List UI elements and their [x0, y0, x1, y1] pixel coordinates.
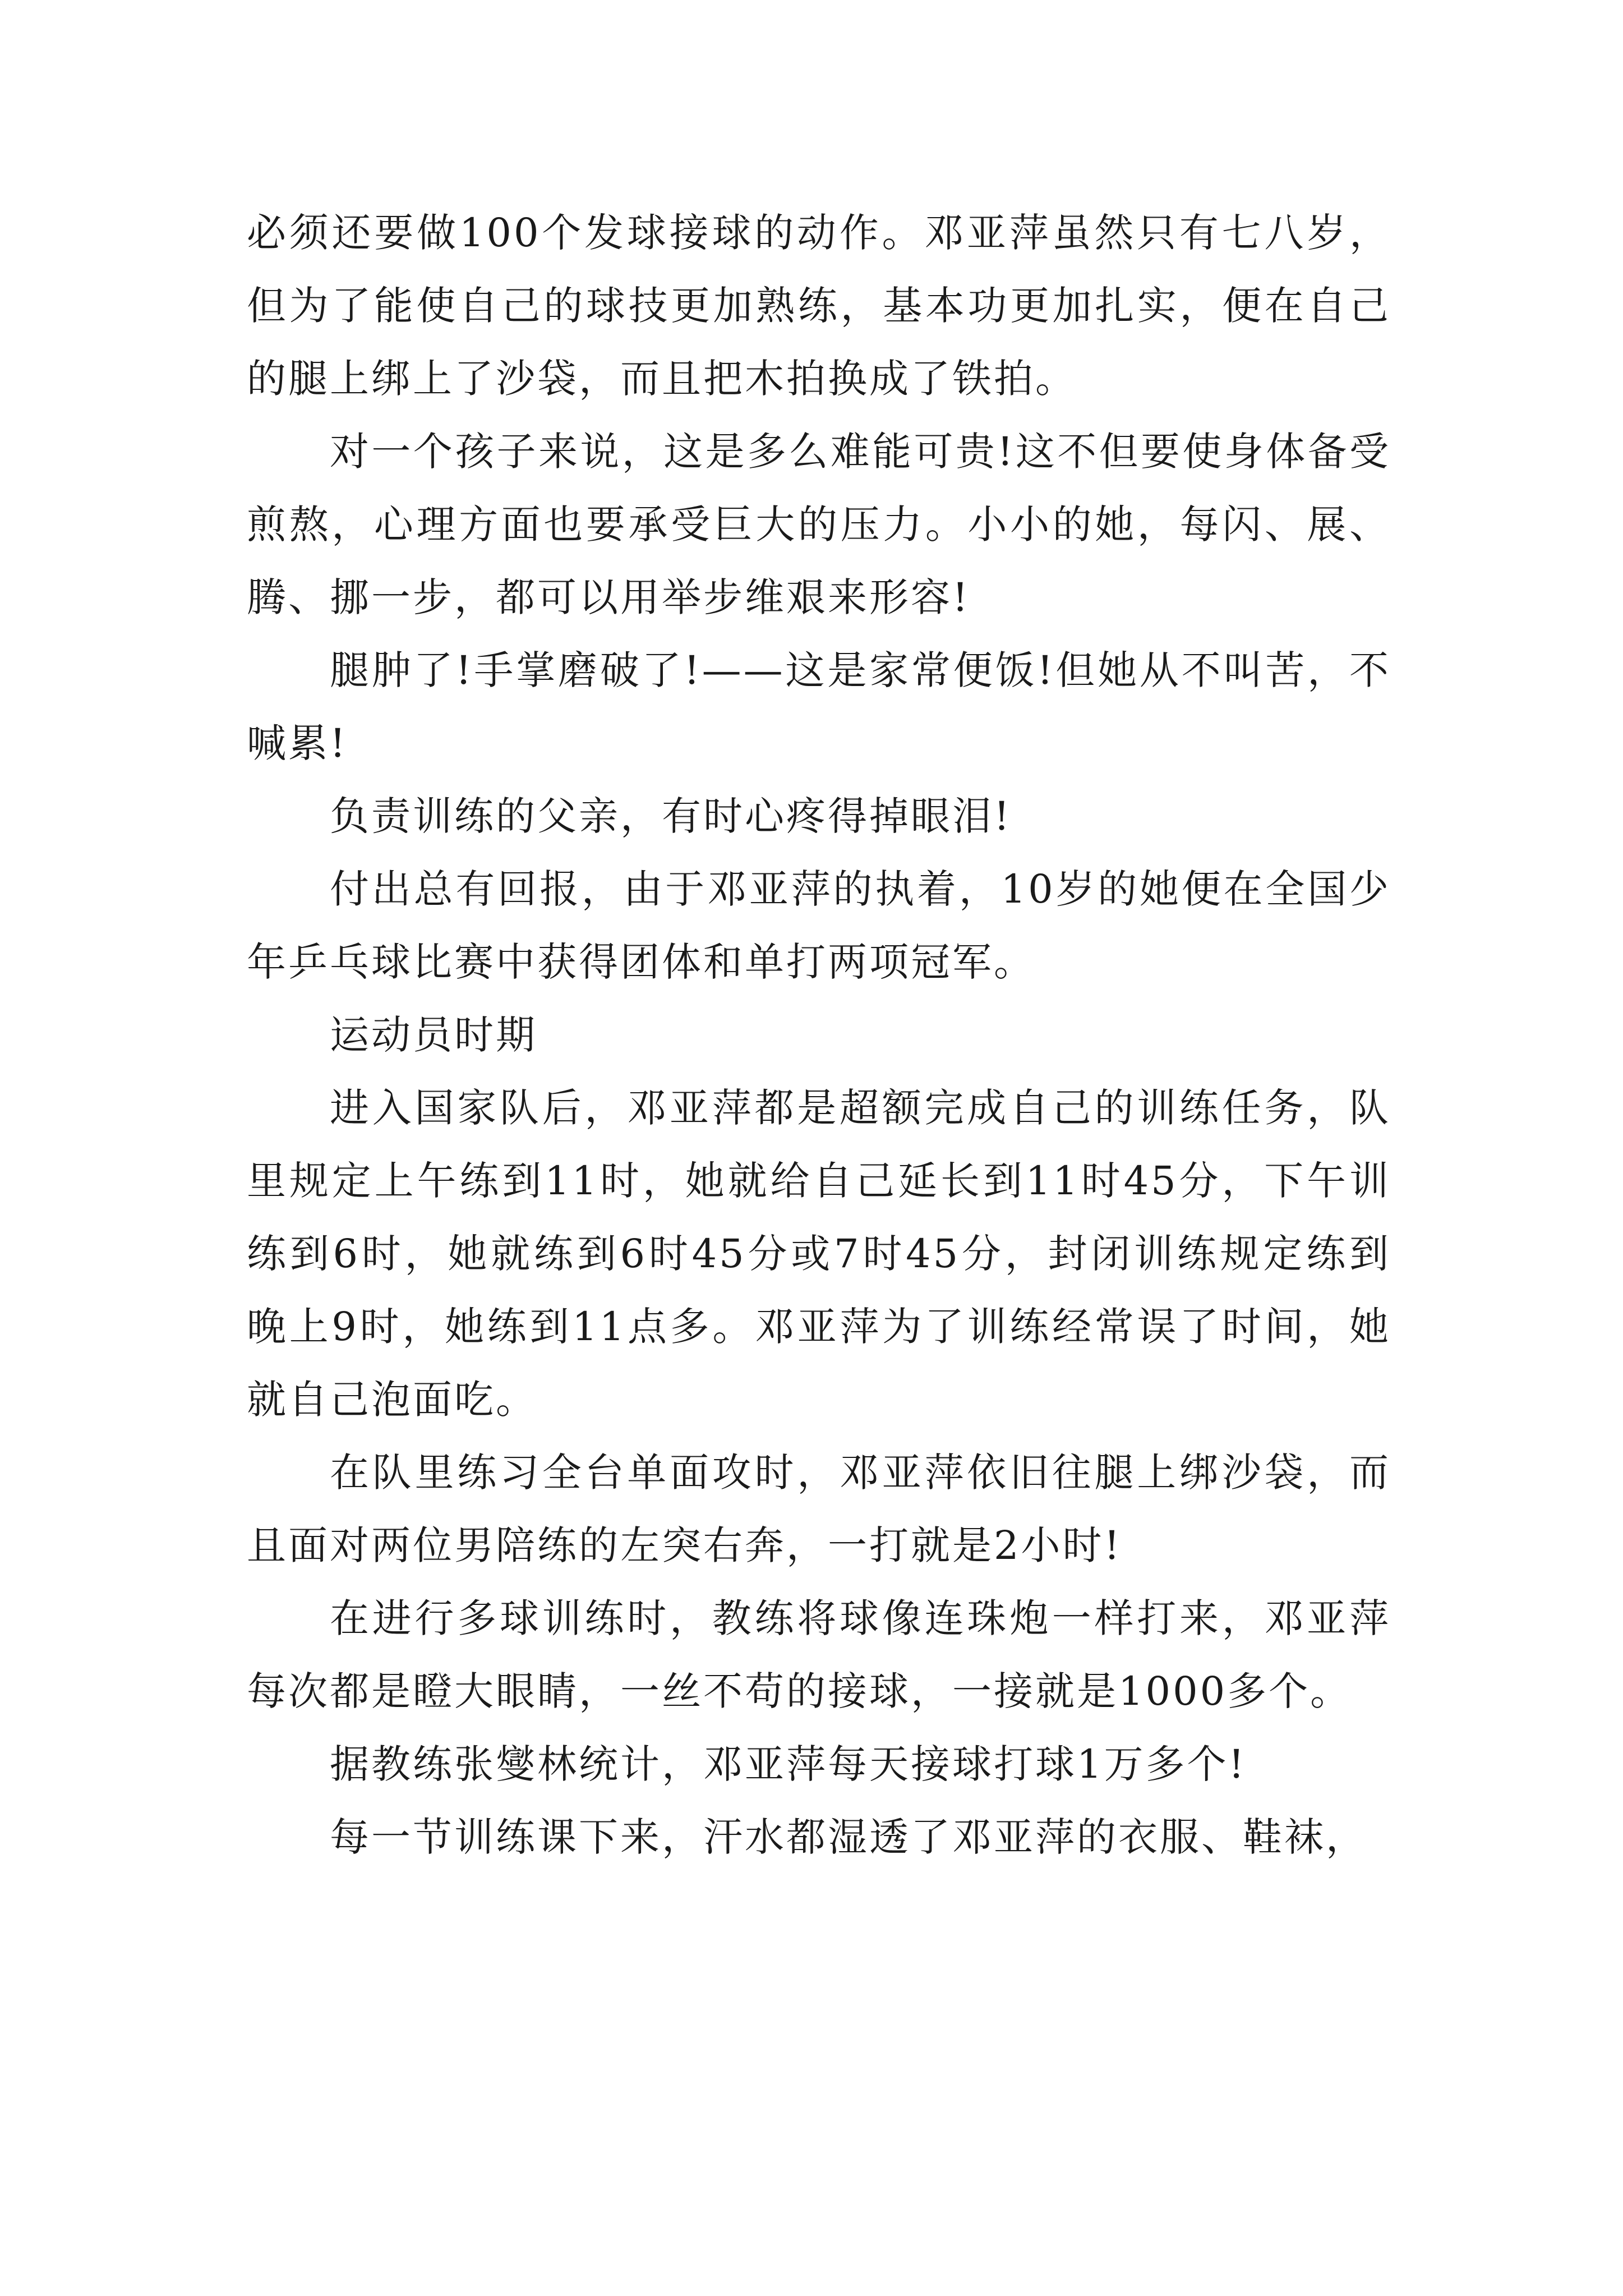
paragraph: 在进行多球训练时，教练将球像连珠炮一样打来，邓亚萍每次都是瞪大眼睛，一丝不苟的接球，一接就是1000多个。 [247, 1595, 1391, 1714]
section-heading: 运动员时期 [330, 1012, 537, 1058]
paragraph: 每一节训练课下来，汗水都湿透了邓亚萍的衣服、鞋袜， [330, 1814, 1367, 1860]
body-text [247, 196, 1391, 1874]
paragraph: 对一个孩子来说，这是多么难能可贵!这不但要使身体备受煎熬，心理方面也要承受巨大的压力。小小的她，每闪、展、腾、挪一步，都可以用举步维艰来形容! [247, 429, 1391, 620]
paragraph: 必须还要做100个发球接球的动作。邓亚萍虽然只有七八岁，但为了能使自己的球技更加熟练，基本功更加扎实，便在自己的腿上绑上了沙袋，而且把木拍换成了铁拍。 [247, 210, 1391, 402]
paragraph: 腿肿了!手掌磨破了!——这是家常便饭!但她从不叫苦，不喊累! [247, 647, 1391, 766]
paragraph: 在队里练习全台单面攻时，邓亚萍依旧往腿上绑沙袋，而且面对两位男陪练的左突右奔，一打就是2小时! [247, 1450, 1391, 1568]
paragraph: 进入国家队后，邓亚萍都是超额完成自己的训练任务，队里规定上午练到11时，她就给自己延长到11时45分，下午训练到6时，她就练到6时45分或7时45分，封闭训练规定练到晚上9时，她练到11点多。邓亚萍为了训练经常误了时间，她就自己泡面吃。 [247, 1085, 1391, 1423]
paragraph: 据教练张燮林统计，邓亚萍每天接球打球1万多个! [330, 1741, 1247, 1787]
paragraph: 负责训练的父亲，有时心疼得掉眼泪! [330, 793, 1012, 839]
paragraph: 付出总有回报，由于邓亚萍的执着，10岁的她便在全国少年乒乓球比赛中获得团体和单打两项冠军。 [247, 866, 1391, 985]
